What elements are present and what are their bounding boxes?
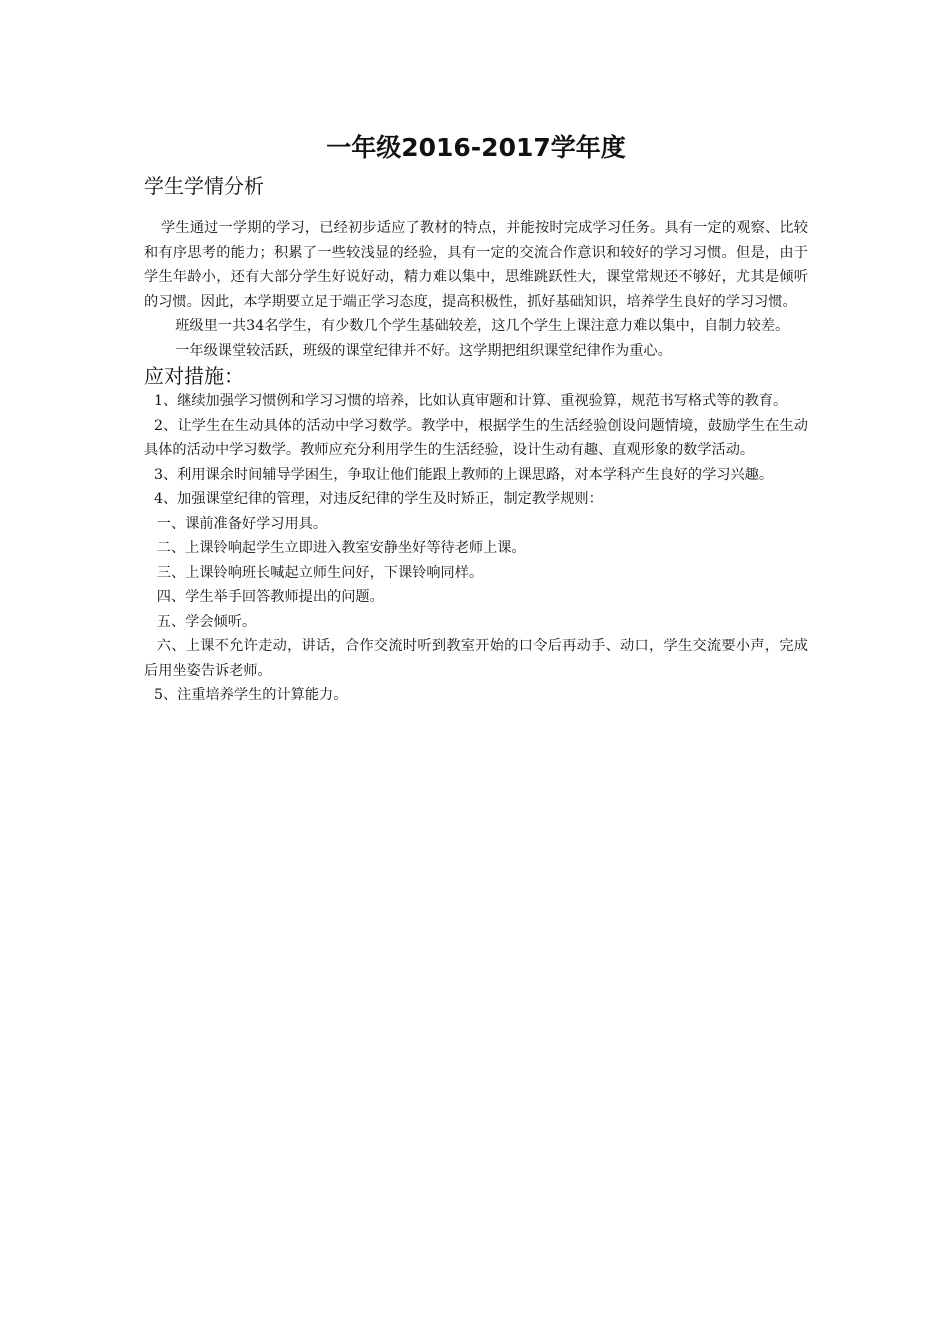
rule-item: 五、学会倾听。 [156, 613, 257, 630]
analysis-paragraph: 学生通过一学期的学习，已经初步适应了教材的特点，并能按时完成学习任务。具有一定的观察、比较和有序思考的能力；积累了一些较浅显的经验，具有一定的交流合作意识和较好的学习习惯。但是，由于学生年龄小，还有大部分学生好说好动，精力难以集中，思维跳跃性大，课堂常规还不够好，尤其是倾听的习惯。因此，本学期要立足于端正学习态度，提高积极性，抓好基础知识，培养学生良好的学习习惯。 [144, 220, 808, 310]
rule-item: 二、上课铃响起学生立即进入教室安静坐好等待老师上课。 [156, 540, 526, 556]
measure-item: 5、注重培养学生的计算能力。 [153, 687, 348, 703]
document-content [144, 128, 808, 708]
rule-item: 六、上课不允许走动，讲话，合作交流时听到教室开始的口令后再动手、动口，学生交流要小声，完成后用坐姿告诉老师。 [144, 638, 808, 679]
measure-item: 1、继续加强学习惯例和学习习惯的培养，比如认真审题和计算、重视验算，规范书写格式等的教育。 [153, 393, 788, 409]
section-heading-measures: 应对措施： [144, 364, 244, 388]
rule-item: 一、课前准备好学习用具。 [156, 515, 328, 532]
document-title: 一年级2016-2017学年度 [326, 133, 626, 162]
measure-item: 4、加强课堂纪律的管理，对违反纪律的学生及时矫正，制定教学规则： [153, 491, 603, 507]
analysis-paragraph: 班级里一共34名学生，有少数几个学生基础较差，这几个学生上课注意力难以集中，自制力较差。 [175, 318, 790, 334]
analysis-paragraph: 一年级课堂较活跃，班级的课堂纪律并不好。这学期把组织课堂纪律作为重心。 [175, 342, 672, 359]
measure-item: 3、利用课余时间辅导学困生，争取让他们能跟上教师的上课思路，对本学科产生良好的学习兴趣。 [153, 466, 774, 483]
measure-item: 2、让学生在生动具体的活动中学习数学。教学中，根据学生的生活经验创设问题情境，鼓励学生在生动具体的活动中学习数学。教师应充分利用学生的生活经验，设计生动有趣、直观形象的数学活动。 [144, 417, 808, 458]
rule-item: 四、学生举手回答教师提出的问题。 [156, 589, 384, 605]
rule-item: 三、上课铃响班长喊起立师生问好，下课铃响同样。 [156, 564, 484, 581]
section-heading-analysis: 学生学情分析 [144, 174, 264, 198]
